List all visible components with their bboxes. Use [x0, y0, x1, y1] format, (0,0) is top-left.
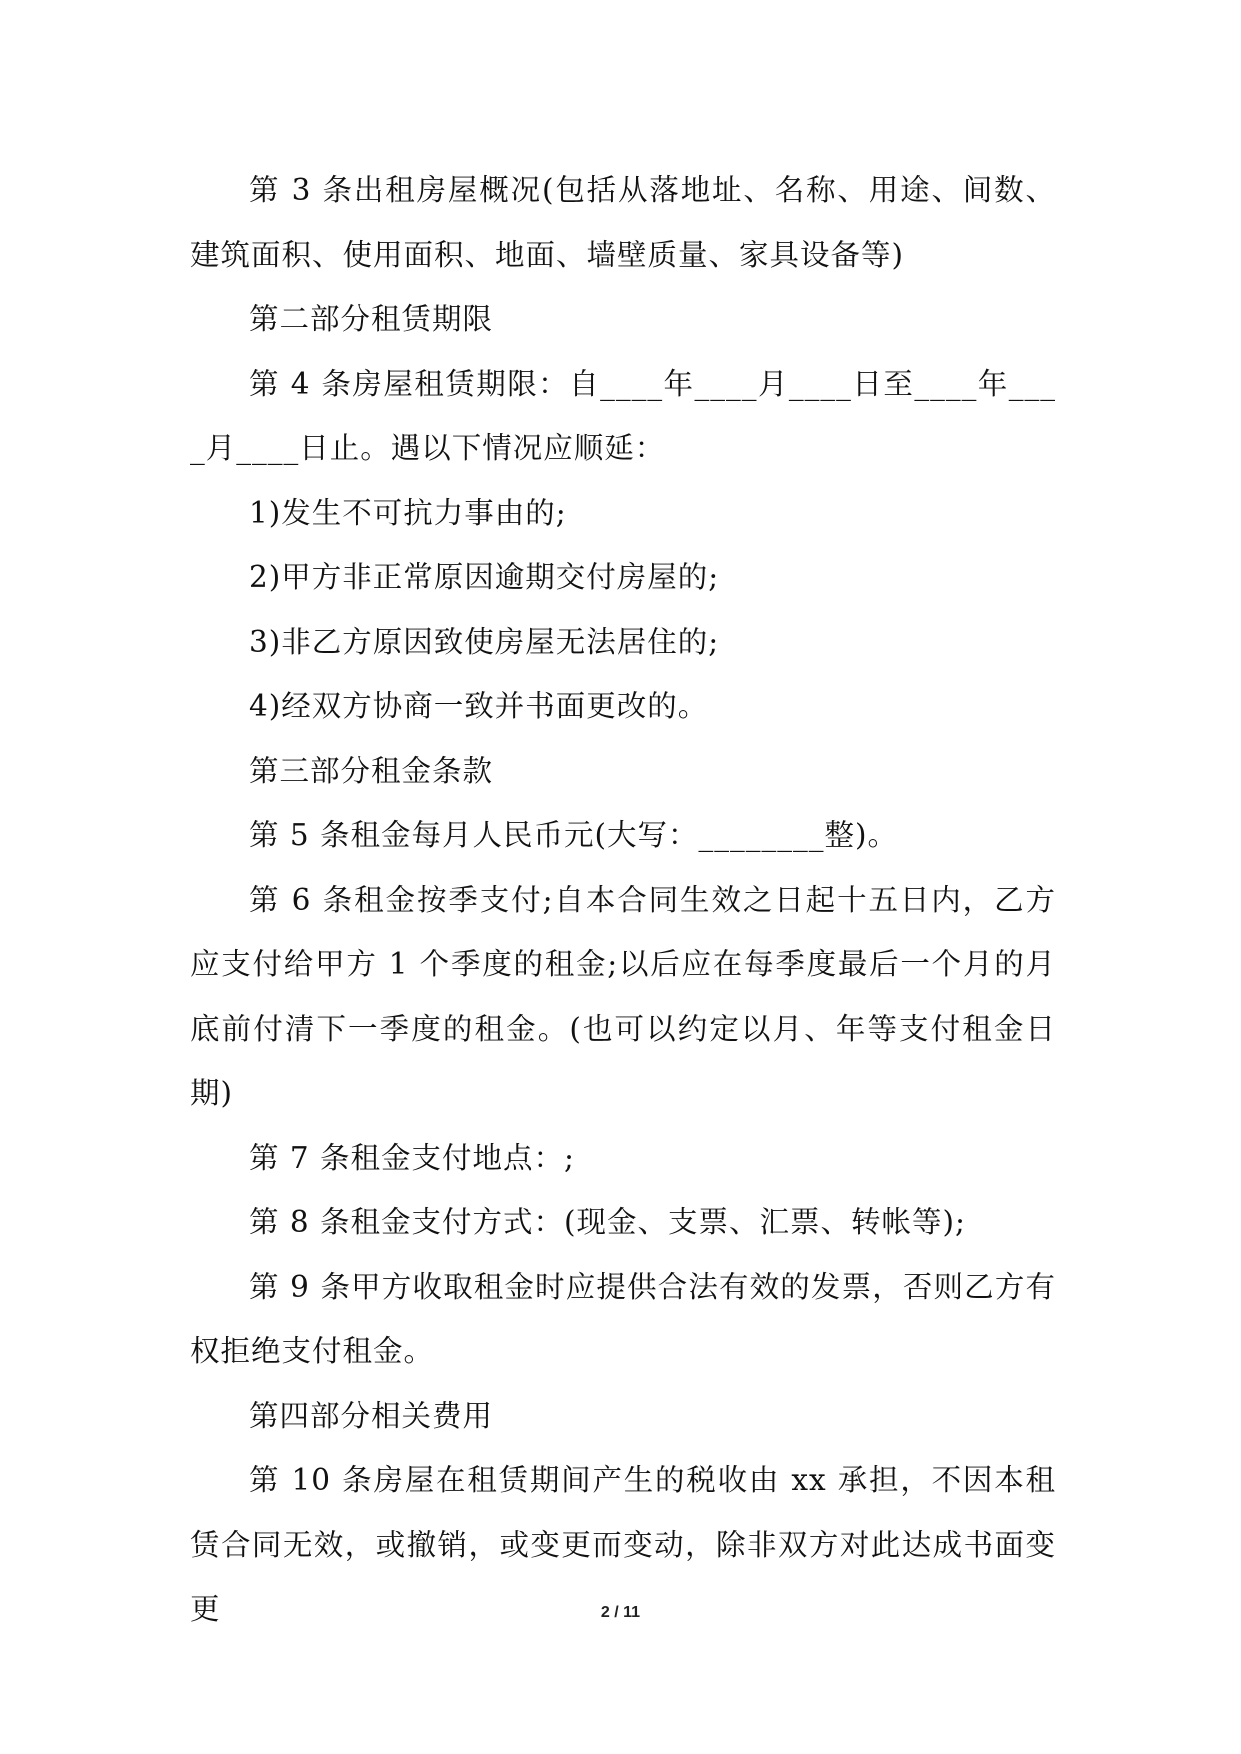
document-body: [190, 158, 1056, 1642]
clause-8-payment-method: 第 8 条租金支付方式：(现金、支票、汇票、转帐等);: [249, 1205, 966, 1239]
clause-3-property-overview: 第 3 条出租房屋概况(包括从落地址、名称、用途、间数、建筑面积、使用面积、地面、墙壁质量、家具设备等): [190, 173, 1056, 272]
list-item-force-majeure: 1)发生不可抗力事由的;: [249, 495, 567, 530]
clause-9-invoice: 第 9 条甲方收取租金时应提供合法有效的发票，否则乙方有权拒绝支付租金。: [190, 1269, 1056, 1368]
list-item-written-change: 4)经双方协商一致并书面更改的。: [249, 689, 709, 723]
section-heading-related-fees: 第四部分相关费用: [249, 1398, 494, 1433]
list-item-uninhabitable: 3)非乙方原因致使房屋无法居住的;: [249, 624, 720, 659]
section-heading-rent-terms: 第三部分租金条款: [249, 753, 494, 788]
section-heading-lease-term: 第二部分租赁期限: [249, 302, 494, 336]
clause-10-taxes: 第 10 条房屋在租赁期间产生的税收由 xx 承担，不因本租赁合同无效，或撤销，或变更而变动，除非双方对此达成书面变更: [190, 1463, 1056, 1626]
page-number: 2 / 11: [600, 1604, 641, 1621]
clause-6-quarterly-payment: 第 6 条租金按季支付;自本合同生效之日起十五日内，乙方应支付给甲方 1 个季度的租金;以后应在每季度最后一个月的月底前付清下一季度的租金。(也可以约定以月、年等支付租金日期): [190, 882, 1056, 1110]
list-item-late-delivery: 2)甲方非正常原因逾期交付房屋的;: [249, 560, 720, 594]
clause-7-payment-location: 第 7 条租金支付地点：;: [249, 1140, 575, 1175]
clause-4-lease-period: 第 4 条房屋租赁期限：自____年____月____日至____年____月____日止。遇以下情况应顺延：: [190, 366, 1056, 465]
clause-5-monthly-rent: 第 5 条租金每月人民币元(大写：________整)。: [249, 818, 899, 852]
